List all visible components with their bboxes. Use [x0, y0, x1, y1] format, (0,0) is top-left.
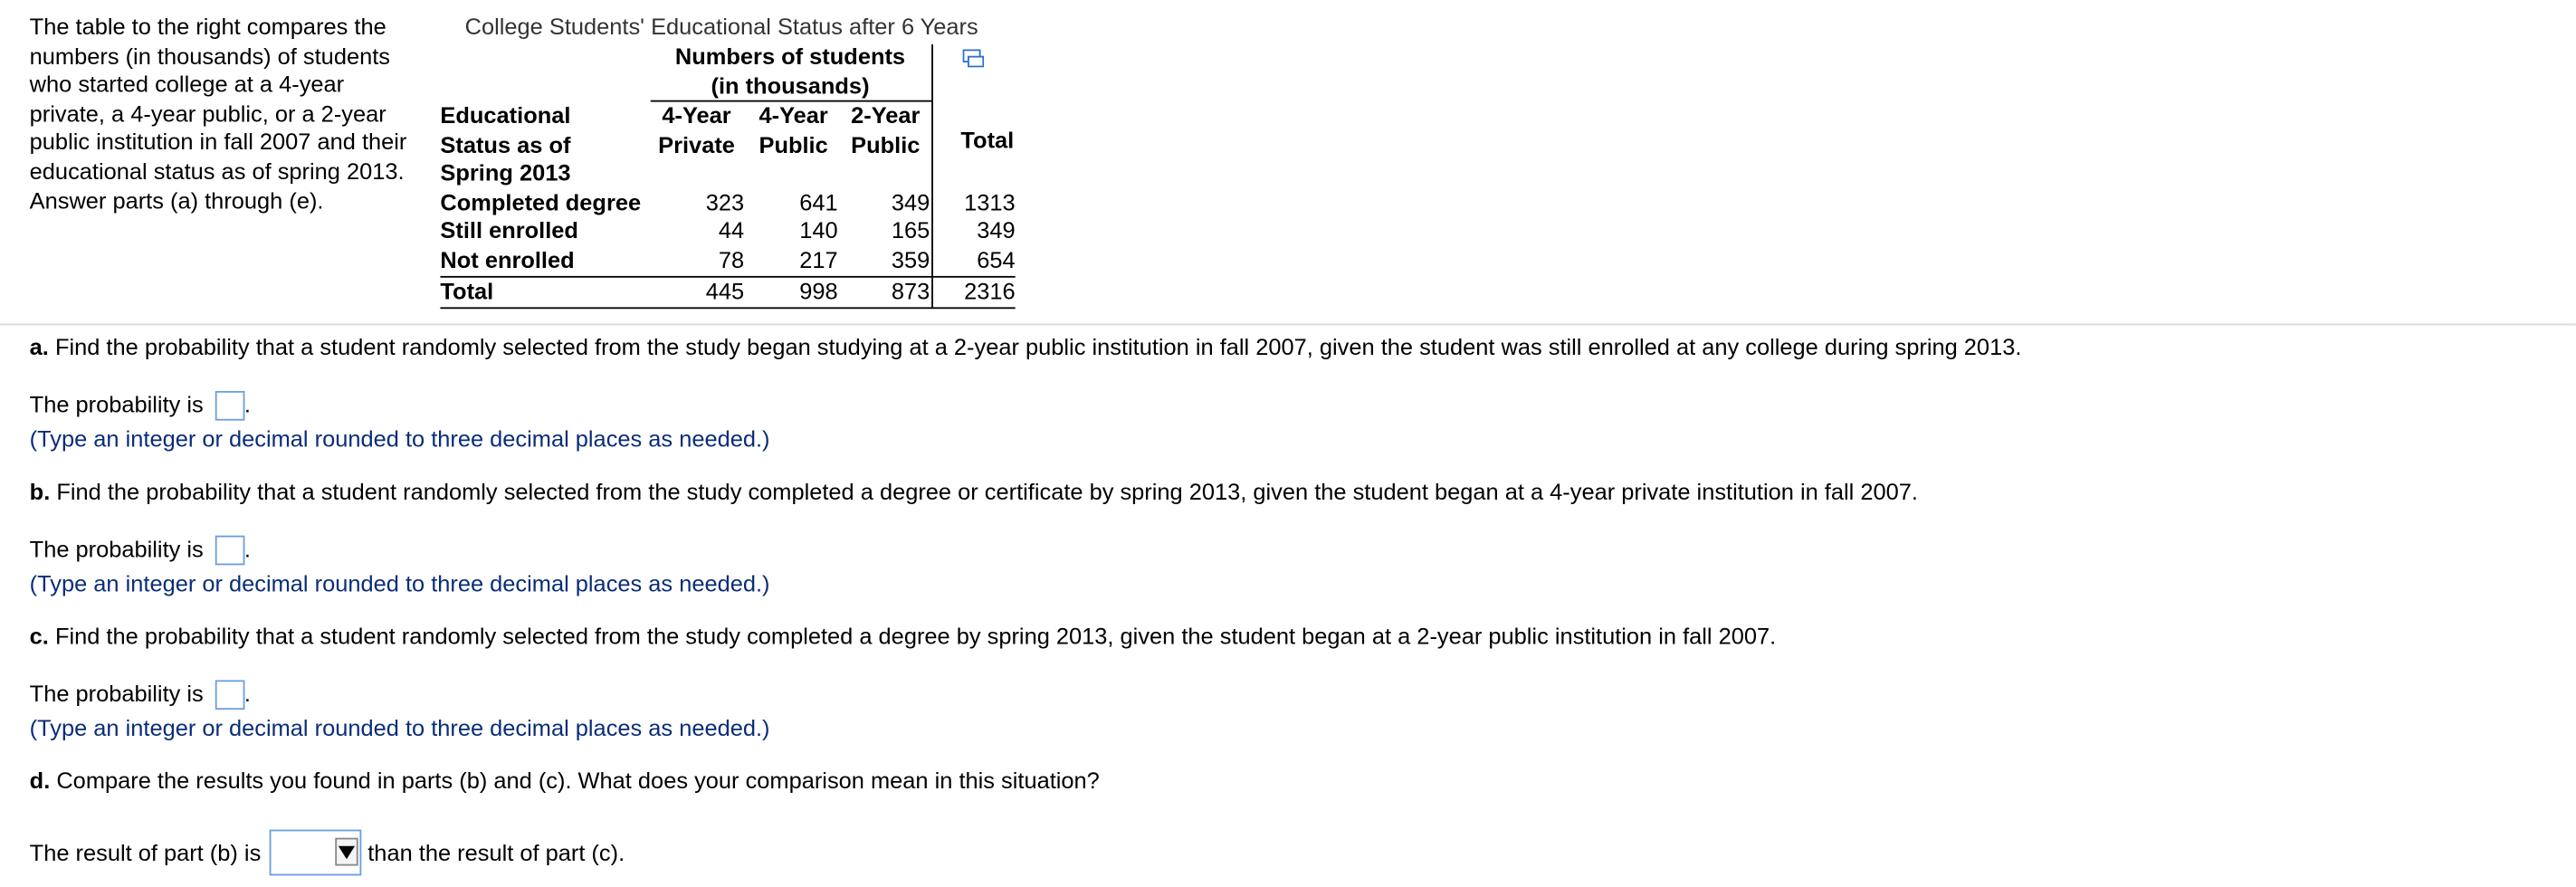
row-header-line1: Educational: [440, 101, 571, 129]
cell-total: 349: [977, 216, 1016, 243]
cell: 641: [799, 188, 838, 215]
answer-row-d: [30, 830, 625, 876]
row-label-total: Total: [440, 277, 494, 304]
cell-total: 1313: [964, 188, 1016, 215]
total-divider: [931, 44, 933, 307]
intro-line: who started college at a 4-year: [29, 71, 345, 98]
col-header-line: Public: [758, 130, 828, 157]
intro-line: educational status as of spring 2013.: [29, 157, 405, 185]
cell: 323: [705, 188, 745, 215]
cell: 44: [718, 216, 745, 243]
col-header-total: Total: [960, 126, 1015, 153]
answer-row-b: The probability is .: [30, 536, 251, 566]
group-header-line1: Numbers of students: [674, 43, 906, 70]
question-text: Find the probability that a student randomly selected from the study completed a degree or certificate by spring 2013, given the student began at a 4-year private institution in fall 2007.: [50, 478, 1918, 505]
answer-prefix: The probability is: [29, 390, 210, 418]
cell: 217: [799, 246, 838, 273]
col-header-line: Public: [851, 130, 921, 157]
table-title: College Students' Educational Status after 6 Years: [464, 13, 978, 40]
hint-a: (Type an integer or decimal rounded to three decimal places as needed.): [29, 425, 770, 453]
col-header-4yr-public: [748, 102, 840, 160]
intro-line: private, a 4-year public, or a 2-year: [29, 100, 386, 127]
row-label-not-enrolled: Not enrolled: [440, 246, 575, 273]
question-text: Compare the results you found in parts (b) and (c). What does your comparison mean in this situation?: [50, 767, 1100, 794]
comparison-dropdown[interactable]: [269, 830, 361, 876]
cell: 78: [718, 246, 745, 273]
intro-text: [30, 14, 441, 216]
col-header-line: Private: [658, 130, 735, 157]
question-text: Find the probability that a student randomly selected from the study began studying at a 2-year public institution in fall 2007, given the student was still enrolled at any college during spring 2013.: [48, 333, 2022, 360]
question-letter: c.: [29, 622, 49, 649]
question-letter: d.: [29, 767, 51, 794]
answer-prefix: The probability is: [29, 535, 210, 562]
row-label-completed: Completed degree: [440, 188, 642, 215]
row-label-still-enrolled: Still enrolled: [440, 216, 578, 243]
question-d: [30, 768, 1100, 796]
intro-line: Answer parts (a) through (e).: [29, 186, 324, 214]
cell: 349: [891, 188, 930, 215]
col-header-line: 4-Year: [758, 101, 828, 129]
answer-prefix: The probability is: [29, 680, 210, 707]
section-divider: [0, 324, 2576, 326]
sentence-suffix: than the result of part (c).: [367, 839, 625, 866]
cell: 165: [891, 216, 930, 243]
answer-input-c[interactable]: [215, 680, 244, 710]
row-header-line3: Spring 2013: [440, 159, 571, 186]
hint-c: (Type an integer or decimal rounded to three decimal places as needed.): [29, 714, 770, 741]
cell-total: 654: [977, 246, 1016, 273]
question-letter: a.: [29, 333, 49, 360]
cell: 445: [705, 277, 745, 304]
question-c: [30, 623, 1777, 652]
intro-line: The table to the right compares the: [29, 13, 386, 40]
sentence-prefix: The result of part (b) is: [29, 839, 262, 866]
col-header-2yr-public: [841, 102, 930, 160]
question-letter: b.: [29, 478, 51, 505]
dropdown-arrow-icon[interactable]: [335, 838, 358, 866]
col-header-line: 4-Year: [662, 101, 731, 129]
cell: 998: [799, 277, 838, 304]
answer-row-c: The probability is .: [30, 680, 251, 710]
question-a: [30, 333, 2022, 362]
cell: 140: [799, 216, 838, 243]
cell-total: 2316: [964, 277, 1016, 304]
answer-input-a[interactable]: [215, 391, 244, 421]
copy-table-icon[interactable]: [963, 49, 985, 67]
col-header-line: 2-Year: [851, 101, 921, 129]
group-header-line2: (in thousands): [711, 72, 870, 99]
col-header-4yr-private: [651, 102, 743, 160]
intro-line: numbers (in thousands) of students: [29, 42, 391, 69]
hint-b: (Type an integer or decimal rounded to three decimal places as needed.): [29, 569, 770, 596]
intro-line: public institution in fall 2007 and their: [29, 129, 407, 156]
answer-row-a: The probability is .: [30, 391, 251, 421]
cell: 873: [891, 277, 930, 304]
question-b: [30, 478, 1918, 507]
answer-input-b[interactable]: [215, 536, 244, 566]
row-header-line2: Status as of: [440, 131, 571, 158]
cell: 359: [891, 246, 930, 273]
total-rule-bottom: [440, 307, 1015, 309]
question-text: Find the probability that a student randomly selected from the study completed a degree by spring 2013, given the student began at a 2-year public institution in fall 2007.: [48, 622, 1777, 649]
